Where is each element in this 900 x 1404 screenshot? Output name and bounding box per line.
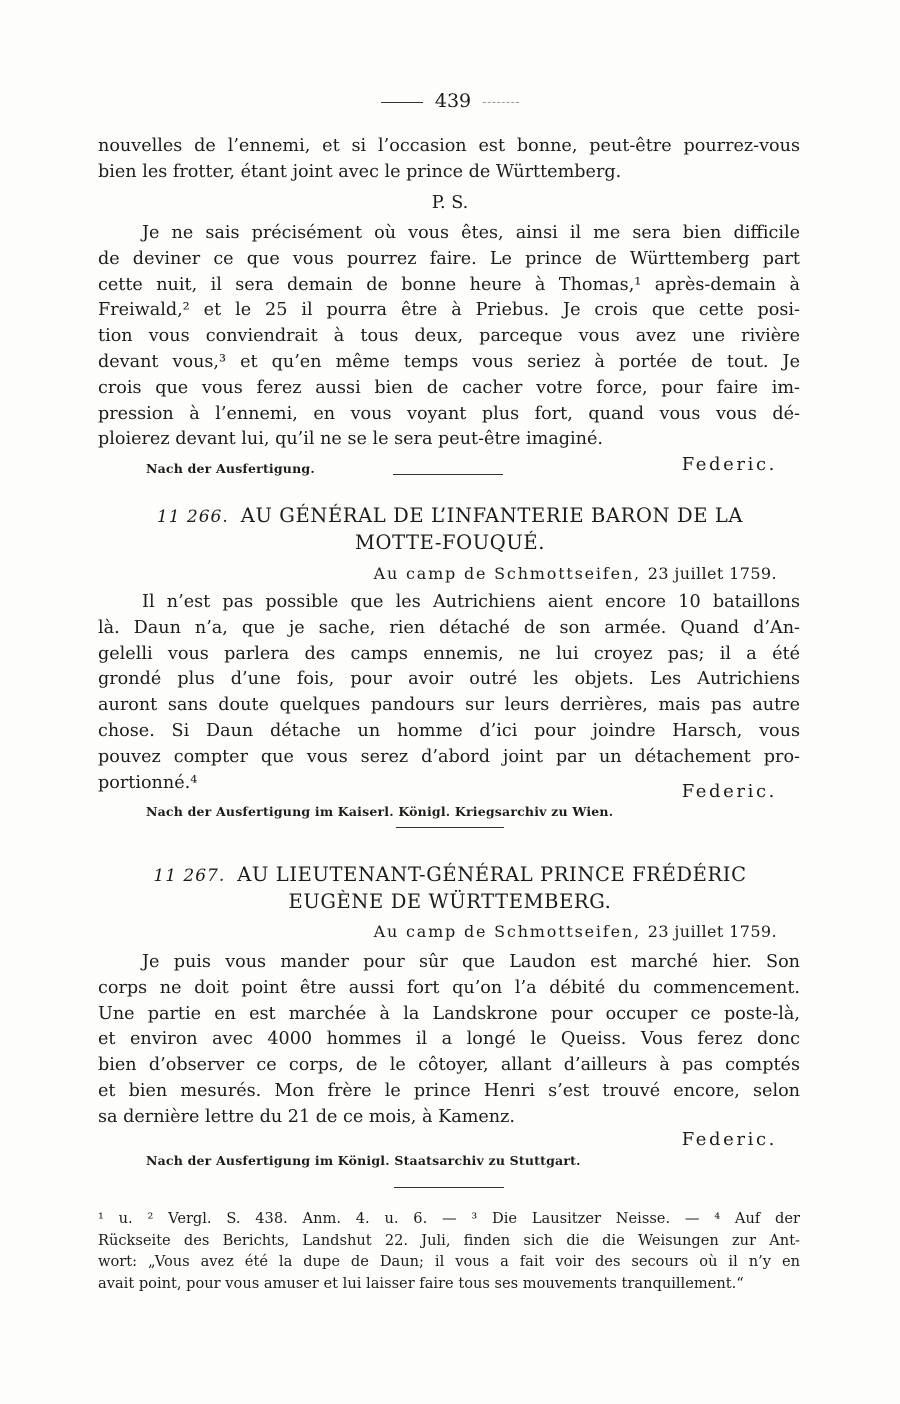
letter-addressee: AU GÉNÉRAL DE L’INFANTERIE BARON DE LA (240, 504, 744, 527)
letter-number: 11 267. (153, 866, 226, 886)
text-line: bien les frotter, étant joint avec le prince de Württemberg. (98, 161, 622, 182)
footnotes (98, 1208, 800, 1294)
header-rule-right (483, 102, 519, 103)
text-line: Une partie en est marchée à la Landskrone pour occuper ce poste-là, (98, 1003, 800, 1024)
dateline (374, 922, 777, 941)
text-line: Je ne sais précisément où vous êtes, ainsi il me sera bien difficile (142, 223, 800, 243)
signature: Federic. (681, 454, 777, 475)
text-line: ploierez devant lui, qu’il ne se le sera peut-être imaginé. (98, 429, 603, 450)
text-line: grondé plus d’une fois, pour avoir outré les objets. Les Autrichiens (98, 669, 800, 690)
text-line: Il n’est pas possible que les Autrichiens aient encore 10 bataillons (142, 592, 800, 612)
footnote-separator (394, 1187, 504, 1188)
source-note: Nach der Ausfertigung im Kaiserl. Königl. Kriegsarchiv zu Wien. (146, 804, 614, 819)
dateline-date: 23 juillet 1759. (647, 922, 777, 941)
footnote-line: ¹ u. ² Vergl. S. 438. Anm. 4. u. 6. — ³ Die Lausitzer Neisse. — ⁴ Auf der (98, 1210, 800, 1227)
letter-body (98, 950, 800, 1131)
postscript-paragraph (98, 221, 800, 453)
continuation-paragraph (98, 134, 800, 186)
letter-heading (0, 503, 900, 556)
letter-heading (0, 862, 900, 915)
text-line: là. Daun n’a, que je sache, rien détaché de son armée. Quand d’An- (98, 617, 800, 638)
page-number: 439 (434, 90, 472, 112)
postscript-label: P. S. (431, 193, 469, 213)
text-line: pression à l’ennemi, en vous voyant plus fort, quand vous vous dé- (98, 403, 800, 424)
text-line: devant vous,³ et qu’en même temps vous seriez à portée de tout. Je (98, 351, 800, 372)
separator-rule (393, 474, 503, 475)
signature: Federic. (681, 781, 777, 802)
text-line: nouvelles de l’ennemi, et si l’occasion est bonne, peut-être pourrez-vous (98, 136, 800, 156)
letter-number: 11 266. (156, 507, 229, 527)
text-line: corps ne doit point être aussi fort qu’on l’a débité du commencement. (98, 977, 800, 998)
separator-rule (396, 827, 504, 828)
footnote-line: Rückseite des Berichts, Landshut 22. Juli, finden sich die die Weisungen zur Ant- (98, 1231, 800, 1249)
text-line: Freiwald,² et le 25 il pourra être à Priebus. Je crois que cette posi- (98, 300, 800, 321)
text-line: Je puis vous mander pour sûr que Laudon est marché hier. Son (142, 952, 800, 972)
text-line: bien d’observer ce corps, de le côtoyer, allant d’ailleurs à pas comptés (98, 1055, 800, 1076)
letter-body (98, 590, 800, 796)
text-line: et bien mesurés. Mon frère le prince Henri s’est trouvé encore, selon (98, 1080, 800, 1101)
text-line: pouvez compter que vous serez d’abord joint par un détachement pro- (98, 746, 800, 767)
signature: Federic. (681, 1129, 777, 1150)
header-rule-left (381, 102, 423, 103)
text-line: gelelli vous parlera des camps ennemis, ne lui croyez pas; il a été (98, 643, 800, 664)
letter-addressee-cont: MOTTE-FOUQUÉ. (354, 531, 546, 554)
text-line: auront sans doute quelques pandours sur leurs derrières, mais pas autre (98, 695, 800, 716)
dateline-date: 23 juillet 1759. (647, 564, 777, 583)
source-note: Nach der Ausfertigung. (146, 461, 315, 476)
footnote-line: avait point, pour vous amuser et lui laisser faire tous ses mouvements tranquillement.“ (98, 1274, 744, 1292)
source-note: Nach der Ausfertigung im Königl. Staatsarchiv zu Stuttgart. (146, 1153, 581, 1168)
text-line: portionné.⁴ (98, 772, 198, 793)
letter-addressee: AU LIEUTENANT-GÉNÉRAL PRINCE FRÉDÉRIC (237, 863, 747, 886)
dateline (374, 564, 777, 583)
dateline-place: Au camp de Schmottseifen, (373, 922, 641, 941)
footnote-line: wort: „Vous avez été la dupe de Daun; il vous a fait voir des secours où il n’y en (98, 1253, 800, 1270)
text-line: tion vous conviendrait à tous deux, parceque vous avez une rivière (98, 326, 800, 347)
text-line: et environ avec 4000 hommes il a longé le Queiss. Vous ferez donc (98, 1029, 800, 1050)
letter-addressee-cont: EUGÈNE DE WÜRTTEMBERG. (288, 890, 612, 913)
text-line: de deviner ce que vous pourrez faire. Le prince de Württemberg part (98, 248, 800, 269)
text-line: cette nuit, il sera demain de bonne heure à Thomas,¹ après-demain à (98, 274, 800, 295)
text-line: crois que vous ferez aussi bien de cacher votre force, pour faire im- (98, 377, 800, 398)
text-line: chose. Si Daun détache un homme d’ici pour joindre Harsch, vous (98, 720, 800, 741)
page-header (0, 90, 900, 112)
dateline-place: Au camp de Schmottseifen, (373, 564, 641, 583)
text-line: sa dernière lettre du 21 de ce mois, à Kamenz. (98, 1106, 515, 1127)
